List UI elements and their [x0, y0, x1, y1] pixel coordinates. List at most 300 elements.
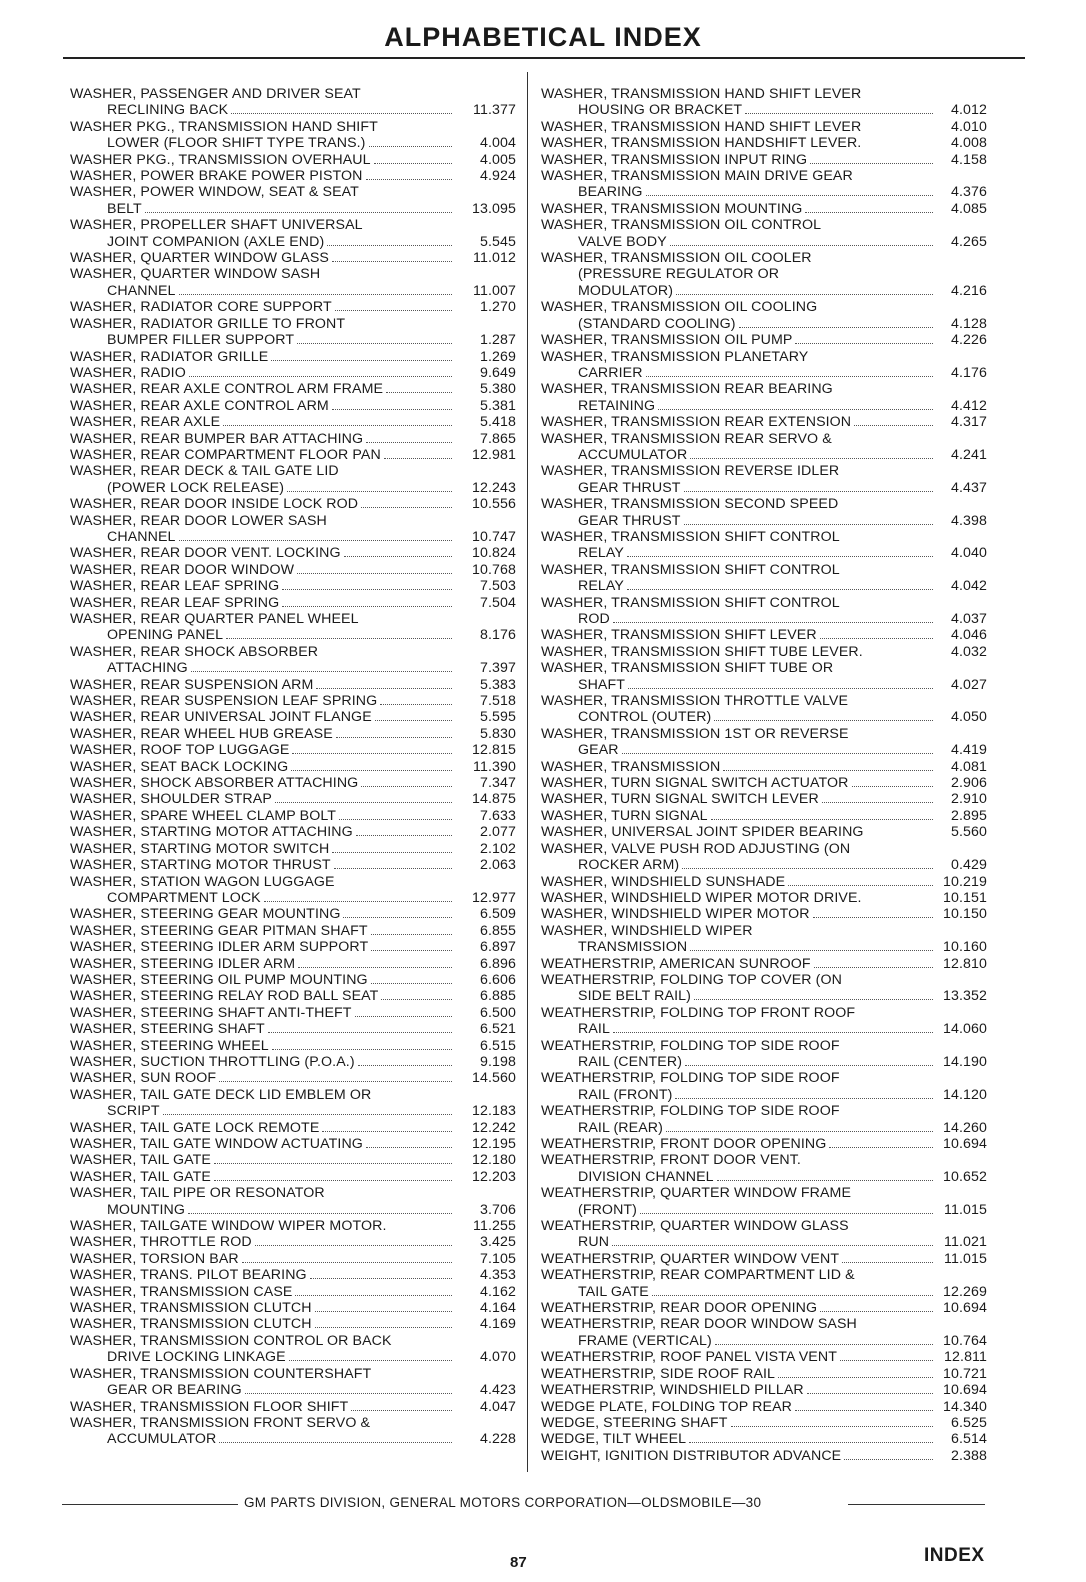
dot-leader — [366, 179, 452, 180]
index-entry — [70, 890, 516, 906]
index-entry — [541, 431, 987, 447]
dot-leader — [245, 1393, 452, 1394]
entry-page-ref — [935, 562, 987, 578]
dot-leader — [807, 1393, 933, 1394]
entry-text: BUMPER FILLER SUPPORT — [107, 332, 295, 349]
entry-page-ref: 7.504 — [479, 594, 516, 611]
dot-leader — [242, 1262, 452, 1263]
dot-leader — [731, 1426, 933, 1427]
index-entry — [541, 250, 987, 266]
entry-page-ref: 7.347 — [479, 775, 516, 792]
entry-text: LOWER (FLOOR SHIFT TYPE TRANS.) — [107, 135, 366, 152]
index-entry — [541, 349, 987, 365]
entry-text: WASHER, STEERING OIL PUMP MOUNTING — [70, 971, 368, 988]
entry-page-ref: 14.875 — [472, 791, 516, 808]
entry-text: RAIL — [578, 1021, 610, 1038]
entry-text: WEATHERSTRIP, FOLDING TOP FRONT ROOF — [541, 1004, 856, 1021]
entry-page-ref: 7.105 — [479, 1250, 516, 1267]
entry-page-ref: 10.556 — [472, 496, 516, 513]
index-entry — [541, 1431, 987, 1447]
entry-page-ref — [454, 1415, 516, 1431]
index-entry — [70, 316, 516, 332]
dot-leader — [675, 1098, 933, 1099]
dot-leader — [810, 163, 933, 164]
entry-text: RELAY — [578, 578, 624, 595]
index-entry — [70, 431, 516, 447]
entry-page-ref — [935, 726, 987, 742]
dot-leader — [298, 967, 452, 968]
dot-leader — [627, 589, 933, 590]
entry-page-ref: 1.287 — [479, 332, 516, 349]
dot-leader — [374, 163, 452, 164]
entry-page-ref: 4.162 — [479, 1283, 516, 1300]
entry-text: WASHER, TAIL GATE — [70, 1152, 211, 1169]
index-entry — [541, 1169, 987, 1185]
dot-leader — [336, 737, 452, 738]
entry-page-ref: 4.158 — [950, 151, 987, 168]
index-entry — [70, 775, 516, 791]
entry-text: WASHER, REAR SHOCK ABSORBER — [70, 643, 319, 660]
dot-leader — [255, 1245, 452, 1246]
index-entry — [70, 102, 516, 118]
index-entry — [541, 102, 987, 118]
entry-page-ref: 14.060 — [943, 1021, 987, 1038]
index-entry — [541, 759, 987, 775]
entry-page-ref: 6.897 — [479, 939, 516, 956]
entry-text: WASHER, STARTING MOTOR SWITCH — [70, 840, 330, 857]
entry-text: WASHER, TRANSMISSION 1ST OR REVERSE — [541, 725, 849, 742]
index-entry — [70, 545, 516, 561]
entry-page-ref: 10.151 — [943, 889, 987, 906]
entry-page-ref: 4.005 — [479, 151, 516, 168]
entry-page-ref: 10.747 — [472, 528, 516, 545]
entry-page-ref: 5.380 — [479, 381, 516, 398]
entry-page-ref: 4.010 — [950, 118, 987, 135]
entry-page-ref — [935, 660, 987, 676]
entry-text: WASHER, TURN SIGNAL — [541, 807, 708, 824]
entry-page-ref: 10.764 — [943, 1332, 987, 1349]
entry-text: WEATHERSTRIP, WINDSHIELD PILLAR — [541, 1382, 804, 1399]
index-entry — [70, 660, 516, 676]
dot-leader — [275, 802, 452, 803]
index-entry — [541, 1415, 987, 1431]
dot-leader — [214, 1163, 452, 1164]
entry-page-ref: 14.340 — [943, 1398, 987, 1415]
entry-text: BEARING — [578, 184, 643, 201]
entry-page-ref: 2.102 — [479, 840, 516, 857]
dot-leader — [723, 770, 933, 771]
dot-leader — [805, 212, 933, 213]
entry-text: WASHER, SHOCK ABSORBER ATTACHING — [70, 775, 359, 792]
index-entry — [70, 677, 516, 693]
entry-page-ref — [935, 266, 987, 282]
dot-leader — [689, 1442, 933, 1443]
dot-leader — [344, 556, 452, 557]
dot-leader — [685, 1065, 933, 1066]
entry-text: SIDE BELT RAIL) — [578, 988, 691, 1005]
index-entry — [70, 184, 516, 200]
entry-page-ref: 14.120 — [943, 1086, 987, 1103]
entry-page-ref: 4.924 — [479, 168, 516, 185]
index-entry — [70, 1185, 516, 1201]
entry-text: WASHER, TRANSMISSION MAIN DRIVE GEAR — [541, 168, 853, 185]
entry-page-ref: 11.007 — [473, 282, 516, 299]
index-entry — [541, 644, 987, 660]
entry-text: WASHER, REAR LEAF SPRING — [70, 594, 280, 611]
entry-page-ref — [454, 513, 516, 529]
entry-page-ref: 11.390 — [473, 758, 516, 775]
index-entry — [541, 923, 987, 939]
dot-leader — [852, 786, 933, 787]
entry-page-ref: 12.810 — [943, 955, 987, 972]
index-entry — [541, 135, 987, 151]
dot-leader — [219, 1442, 452, 1443]
entry-text: WEATHERSTRIP, FRONT DOOR OPENING — [541, 1136, 827, 1152]
entry-text: WASHER, RADIO — [70, 364, 186, 381]
entry-text: GEAR THRUST — [578, 512, 681, 529]
entry-page-ref: 4.419 — [950, 742, 987, 759]
entry-text: WASHER, TRANSMISSION SHIFT CONTROL — [541, 594, 840, 611]
dot-leader — [223, 425, 452, 426]
entry-text: WASHER, TAIL PIPE OR RESONATOR — [70, 1185, 325, 1202]
entry-page-ref — [935, 693, 987, 709]
entry-text: (STANDARD COOLING) — [578, 315, 736, 332]
index-entry — [70, 1333, 516, 1349]
entry-page-ref: 10.652 — [943, 1168, 987, 1185]
index-entry — [541, 545, 987, 561]
index-entry — [70, 496, 516, 512]
entry-text: WASHER, TRANSMISSION REVERSE IDLER — [541, 463, 840, 480]
index-entry — [541, 578, 987, 594]
entry-text: WASHER, REAR BUMPER BAR ATTACHING — [70, 430, 364, 447]
entry-text: (FRONT) — [578, 1201, 638, 1218]
entry-page-ref — [454, 119, 516, 135]
entry-text: WASHER, TRANSMISSION OIL COOLER — [541, 250, 812, 267]
entry-page-ref — [935, 1038, 987, 1054]
entry-page-ref — [935, 381, 987, 397]
dot-leader — [361, 786, 452, 787]
entry-text: WASHER, REAR DECK & TAIL GATE LID — [70, 463, 339, 480]
dot-leader — [163, 1114, 452, 1115]
index-entry — [70, 1054, 516, 1070]
dot-leader — [295, 1295, 452, 1296]
entry-page-ref — [935, 1218, 987, 1234]
entry-page-ref: 6.514 — [950, 1431, 987, 1448]
entry-page-ref: 10.694 — [943, 1300, 987, 1317]
entry-page-ref — [935, 972, 987, 988]
index-entry — [70, 480, 516, 496]
dot-leader — [745, 113, 933, 114]
entry-page-ref — [454, 463, 516, 479]
index-entry — [541, 627, 987, 643]
index-entry — [70, 562, 516, 578]
entry-text: WASHER, PASSENGER AND DRIVER SEAT — [70, 86, 361, 102]
entry-page-ref — [454, 1185, 516, 1201]
dot-leader — [335, 310, 452, 311]
entry-page-ref: 4.226 — [950, 332, 987, 349]
dot-leader — [219, 1081, 452, 1082]
entry-text: ACCUMULATOR — [578, 446, 688, 463]
dot-leader — [282, 589, 452, 590]
index-entry — [70, 234, 516, 250]
dot-leader — [366, 442, 452, 443]
entry-text: RELAY — [578, 545, 624, 562]
index-entry — [541, 939, 987, 955]
entry-page-ref — [454, 217, 516, 233]
entry-text: WASHER, REAR DOOR WINDOW — [70, 561, 295, 578]
entry-page-ref: 4.004 — [479, 135, 516, 152]
entry-page-ref: 10.219 — [943, 873, 987, 890]
entry-text: WASHER, POWER WINDOW, SEAT & SEAT — [70, 184, 359, 201]
entry-text: WASHER, TRANSMISSION REAR BEARING — [541, 381, 833, 398]
entry-text: CHANNEL — [107, 282, 176, 299]
dot-leader — [613, 1032, 933, 1033]
dot-leader — [822, 802, 933, 803]
dot-leader — [371, 983, 452, 984]
entry-text: CONTROL (OUTER) — [578, 709, 712, 726]
entry-page-ref: 2.910 — [950, 791, 987, 808]
index-entry — [70, 742, 516, 758]
entry-text: WASHER, REAR DOOR INSIDE LOCK ROD — [70, 496, 359, 513]
dot-leader — [145, 212, 452, 213]
dot-leader — [380, 704, 452, 705]
entry-page-ref: 6.500 — [479, 1004, 516, 1021]
entry-text: RECLINING BACK — [107, 102, 229, 119]
entry-page-ref: 7.633 — [479, 807, 516, 824]
index-entry — [541, 611, 987, 627]
dot-leader — [820, 638, 933, 639]
dot-leader — [291, 770, 452, 771]
index-entry — [70, 1431, 516, 1447]
index-entry — [70, 1218, 516, 1234]
entry-text: WASHER, TRANSMISSION CLUTCH — [70, 1316, 312, 1333]
entry-page-ref: 6.606 — [479, 971, 516, 988]
dot-leader — [670, 245, 933, 246]
entry-page-ref: 4.085 — [950, 200, 987, 217]
entry-text: WASHER, WINDSHIELD WIPER MOTOR — [541, 906, 810, 923]
index-entry — [541, 1152, 987, 1168]
entry-page-ref — [454, 86, 516, 102]
entry-text: ROCKER ARM) — [578, 857, 680, 874]
entry-page-ref: 1.269 — [479, 348, 516, 365]
entry-page-ref: 5.418 — [479, 414, 516, 431]
entry-page-ref: 7.397 — [479, 660, 516, 677]
dot-leader — [315, 1311, 452, 1312]
dot-leader — [795, 1410, 933, 1411]
entry-text: WASHER, REAR WHEEL HUB GREASE — [70, 725, 333, 742]
dot-leader — [375, 720, 452, 721]
entry-text: (PRESSURE REGULATOR OR — [578, 266, 780, 283]
index-entry — [70, 398, 516, 414]
entry-text: WASHER, TRANSMISSION SHIFT CONTROL — [541, 561, 840, 578]
entry-text: WASHER, QUARTER WINDOW GLASS — [70, 250, 329, 267]
dot-leader — [844, 1459, 933, 1460]
index-entry — [70, 1234, 516, 1250]
entry-page-ref — [935, 86, 987, 102]
index-entry — [70, 1316, 516, 1332]
entry-text: WASHER, SHOULDER STRAP — [70, 791, 272, 808]
entry-text: WASHER, TORSION BAR — [70, 1250, 239, 1267]
entry-page-ref: 6.525 — [950, 1414, 987, 1431]
entry-text: WASHER PKG., TRANSMISSION HAND SHIFT — [70, 118, 378, 135]
entry-text: WEATHERSTRIP, SIDE ROOF RAIL — [541, 1365, 776, 1382]
index-entry — [541, 677, 987, 693]
dot-leader — [327, 245, 452, 246]
dot-leader — [778, 1377, 933, 1378]
entry-page-ref: 5.595 — [479, 709, 516, 726]
index-entry — [70, 1382, 516, 1398]
index-entry — [70, 119, 516, 135]
dot-leader — [612, 1245, 933, 1246]
index-entry — [541, 890, 987, 906]
entry-page-ref: 4.317 — [950, 414, 987, 431]
entry-text: WASHER, TURN SIGNAL SWITCH ACTUATOR — [541, 775, 849, 792]
dot-leader — [271, 360, 452, 361]
index-entry — [70, 644, 516, 660]
index-entry — [541, 152, 987, 168]
index-entry — [541, 1284, 987, 1300]
entry-page-ref: 12.977 — [472, 889, 516, 906]
entry-text: WASHER, POWER BRAKE POWER PISTON — [70, 168, 363, 185]
dot-leader — [322, 1131, 452, 1132]
entry-text: JOINT COMPANION (AXLE END) — [107, 233, 325, 250]
entry-page-ref: 4.176 — [950, 364, 987, 381]
entry-text: WASHER, TRANSMISSION FLOOR SHIFT — [70, 1398, 349, 1415]
entry-text: WASHER, WINDSHIELD WIPER — [541, 922, 753, 939]
entry-text: WEATHERSTRIP, REAR COMPARTMENT LID & — [541, 1267, 855, 1284]
entry-text: BELT — [107, 200, 142, 217]
page-number: 87 — [510, 1554, 527, 1571]
entry-page-ref: 4.008 — [950, 135, 987, 152]
index-entry — [541, 660, 987, 676]
entry-text: WASHER, STARTING MOTOR THRUST — [70, 857, 331, 874]
entry-page-ref: 10.721 — [943, 1365, 987, 1382]
entry-text: ATTACHING — [107, 660, 188, 677]
index-entry — [70, 578, 516, 594]
index-entry — [541, 1070, 987, 1086]
entry-text: WEATHERSTRIP, ROOF PANEL VISTA VENT — [541, 1349, 837, 1366]
entry-page-ref — [935, 168, 987, 184]
entry-text: WASHER, TAILGATE WINDOW WIPER MOTOR. — [70, 1218, 387, 1235]
entry-text: CARRIER — [578, 364, 643, 381]
dot-leader — [658, 409, 933, 410]
dot-leader — [292, 753, 452, 754]
index-entry — [70, 824, 516, 840]
entry-page-ref: 12.243 — [472, 479, 516, 496]
dot-leader — [332, 409, 452, 410]
index-entry — [70, 939, 516, 955]
entry-page-ref: 3.425 — [479, 1234, 516, 1251]
entry-page-ref: 0.429 — [950, 857, 987, 874]
dot-leader — [386, 392, 452, 393]
index-entry — [70, 1087, 516, 1103]
index-entry — [541, 1021, 987, 1037]
dot-leader — [355, 1016, 452, 1017]
entry-page-ref: 4.037 — [950, 611, 987, 627]
index-entry — [541, 119, 987, 135]
entry-text: WASHER, TRANSMISSION HAND SHIFT LEVER — [541, 118, 862, 135]
dot-leader — [371, 934, 452, 935]
entry-text: WASHER, TRANSMISSION PLANETARY — [541, 348, 809, 365]
entry-page-ref: 7.865 — [479, 430, 516, 447]
title-rule — [63, 57, 1025, 59]
entry-page-ref: 4.042 — [950, 578, 987, 595]
entry-page-ref: 14.560 — [472, 1070, 516, 1087]
dot-leader — [264, 901, 452, 902]
entry-text: GEAR THRUST — [578, 479, 681, 496]
index-entry — [541, 1120, 987, 1136]
dot-leader — [715, 1344, 933, 1345]
dot-leader — [714, 720, 933, 721]
dot-leader — [684, 491, 933, 492]
entry-page-ref: 4.228 — [479, 1431, 516, 1448]
index-entry — [541, 1202, 987, 1218]
index-entry — [70, 152, 516, 168]
index-entry — [541, 381, 987, 397]
index-entry — [541, 1349, 987, 1365]
index-entry — [541, 956, 987, 972]
entry-text: WASHER, STEERING GEAR PITMAN SHAFT — [70, 922, 368, 939]
entry-text: ROD — [578, 611, 610, 627]
index-entry — [541, 742, 987, 758]
dot-leader — [289, 1360, 452, 1361]
index-entry — [541, 791, 987, 807]
index-entry — [541, 1316, 987, 1332]
index-entry — [541, 447, 987, 463]
entry-text: WASHER, UNIVERSAL JOINT SPIDER BEARING — [541, 824, 864, 841]
entry-text: COMPARTMENT LOCK — [107, 889, 261, 906]
entry-page-ref: 4.012 — [950, 102, 987, 119]
index-entry — [70, 463, 516, 479]
index-entry — [541, 1267, 987, 1283]
entry-text: WASHER, REAR SUSPENSION ARM — [70, 676, 314, 693]
index-entry — [541, 266, 987, 282]
entry-page-ref: 4.412 — [950, 397, 987, 414]
entry-page-ref: 4.169 — [479, 1316, 516, 1333]
entry-text: WASHER, REAR AXLE CONTROL ARM FRAME — [70, 381, 384, 398]
entry-text: WEATHERSTRIP, REAR DOOR OPENING — [541, 1300, 818, 1317]
entry-text: OPENING PANEL — [107, 627, 224, 644]
dot-leader — [366, 1147, 452, 1148]
index-entry — [541, 332, 987, 348]
entry-text: WASHER, STEERING IDLER ARM — [70, 955, 296, 972]
entry-page-ref: 6.855 — [479, 922, 516, 939]
entry-page-ref: 12.269 — [943, 1283, 987, 1300]
index-entry — [70, 1169, 516, 1185]
entry-text: WASHER, TRANSMISSION REAR SERVO & — [541, 430, 832, 447]
index-entry — [541, 906, 987, 922]
entry-page-ref: 2.906 — [950, 775, 987, 792]
entry-page-ref: 12.242 — [472, 1119, 516, 1136]
entry-text: WASHER, STEERING GEAR MOUNTING — [70, 906, 341, 923]
entry-text: WASHER, STEERING RELAY ROD BALL SEAT — [70, 988, 379, 1005]
entry-page-ref: 11.377 — [473, 102, 516, 119]
entry-text: ACCUMULATOR — [107, 1431, 217, 1448]
entry-page-ref — [935, 1316, 987, 1332]
index-entry — [70, 266, 516, 282]
entry-text: WASHER, REAR AXLE CONTROL ARM — [70, 397, 329, 414]
entry-text: WEDGE PLATE, FOLDING TOP REAR — [541, 1398, 792, 1415]
index-entry — [541, 1185, 987, 1201]
entry-text: WASHER, STATION WAGON LUGGAGE — [70, 873, 335, 890]
entry-text: RAIL (REAR) — [578, 1119, 663, 1136]
entry-page-ref: 6.509 — [479, 906, 516, 923]
entry-text: WASHER, SUN ROOF — [70, 1070, 217, 1087]
entry-page-ref: 12.195 — [472, 1136, 516, 1152]
index-entry — [70, 513, 516, 529]
entry-text: WASHER, STEERING WHEEL — [70, 1037, 269, 1054]
entry-text: WASHER, TRANSMISSION SHIFT TUBE OR — [541, 660, 834, 677]
